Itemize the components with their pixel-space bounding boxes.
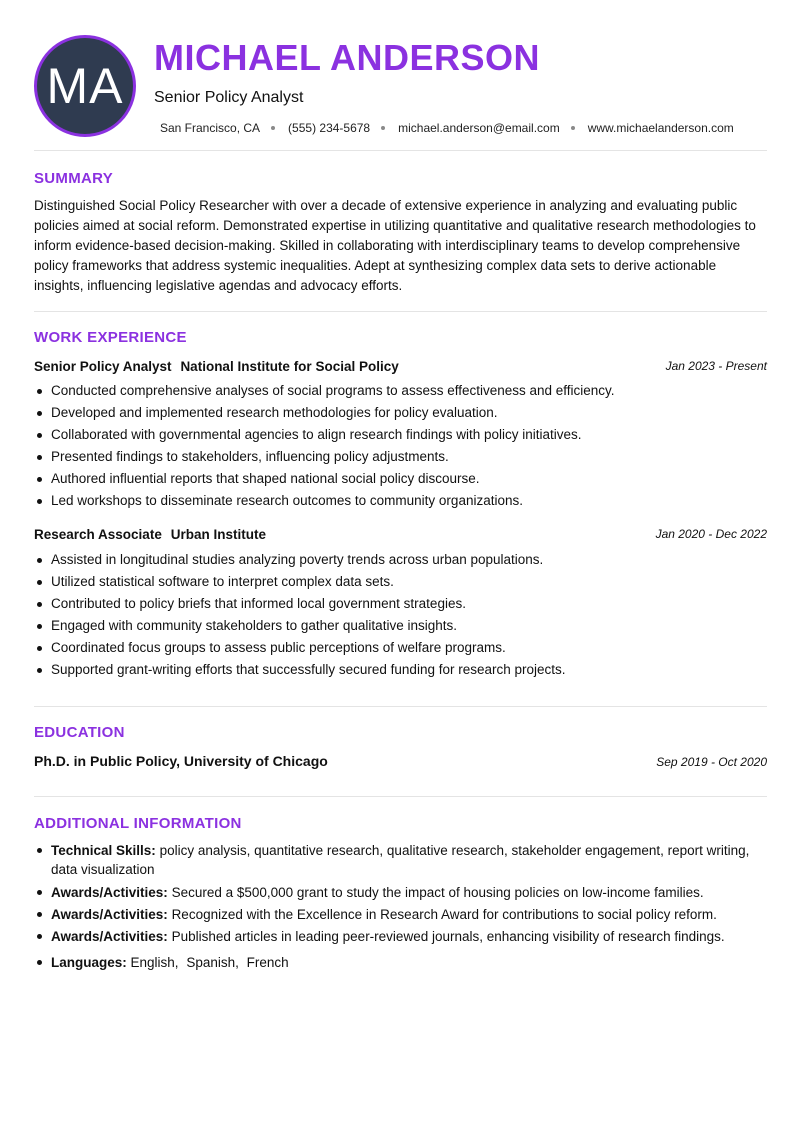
candidate-title: Senior Policy Analyst: [154, 89, 304, 106]
item-text: policy analysis, quantitative research, qualitative research, stakeholder engagement, report writing, data visualization: [51, 843, 750, 877]
list-item: Supported grant-writing efforts that successfully secured funding for research projects.: [34, 659, 767, 681]
divider: [34, 311, 767, 312]
item-label: Technical Skills:: [51, 843, 156, 858]
list-item: [34, 905, 767, 924]
item-label: Awards/Activities:: [51, 928, 168, 944]
candidate-name: MICHAEL ANDERSON: [154, 37, 541, 78]
avatar: [34, 35, 136, 137]
resume-page: [34, 0, 767, 1130]
separator-dot-icon: [271, 126, 275, 130]
summary-text: Distinguished Social Policy Researcher with over a decade of extensive experience in analyzing and evaluating public policies aimed at social reform. Demonstrated expertise in utilizing quantitative and qualitative research methodologies to inform evidence-based decision-making. Skilled in collaborating with interdisciplinary teams to develop comprehensive policy frameworks that address systemic inequalities. Adept at synthesizing complex data sets to derive actionable insights, influencing legislative agendas and advocacy efforts.: [34, 198, 756, 293]
languages-label: Languages:: [51, 954, 127, 970]
separator-dot-icon: [571, 126, 575, 130]
list-item: Authored influential reports that shaped national social policy discourse.: [34, 468, 767, 490]
job-header: [34, 358, 767, 376]
list-item: Conducted comprehensive analyses of social programs to assess effectiveness and efficiency.: [34, 380, 767, 402]
summary-heading: SUMMARY: [34, 170, 114, 187]
item-text: Published articles in leading peer-reviewed journals, enhancing visibility of research findings.: [171, 928, 725, 944]
job-role: Research Associate: [34, 527, 162, 542]
list-item: Presented findings to stakeholders, influencing policy adjustments.: [34, 446, 767, 468]
item-text: Recognized with the Excellence in Research Award for contributions to social policy reform.: [171, 906, 717, 922]
divider: [34, 706, 767, 707]
job-role: Senior Policy Analyst: [34, 359, 172, 374]
divider: [34, 150, 767, 151]
item-label: Awards/Activities:: [51, 884, 168, 900]
list-item: Utilized statistical software to interpret complex data sets.: [34, 571, 767, 593]
job-bullets: [34, 549, 767, 681]
contact-website[interactable]: www.michaelanderson.com: [587, 121, 734, 135]
education-entry: [34, 753, 767, 773]
education-heading: EDUCATION: [34, 724, 125, 741]
contact-email[interactable]: michael.anderson@email.com: [398, 121, 560, 135]
experience-heading: WORK EXPERIENCE: [34, 329, 187, 346]
divider: [34, 796, 767, 797]
item-text: Secured a $500,000 grant to study the impact of housing policies on low-income families.: [171, 884, 704, 900]
language-item: French: [246, 954, 289, 970]
job-dates: Jan 2023 - Present: [665, 359, 767, 373]
list-item: Contributed to policy briefs that informed local government strategies.: [34, 593, 767, 615]
additional-list: [34, 841, 767, 975]
language-item: Spanish,: [186, 954, 239, 970]
contact-location: San Francisco, CA: [160, 121, 261, 135]
job-dates: Jan 2020 - Dec 2022: [655, 527, 767, 541]
education-degree: Ph.D. in Public Policy, University of Chicago: [34, 753, 328, 769]
list-item: [34, 953, 767, 972]
education-dates: Sep 2019 - Oct 2020: [656, 755, 767, 769]
list-item: [34, 883, 767, 902]
list-item: Led workshops to disseminate research outcomes to community organizations.: [34, 490, 767, 512]
item-label: Awards/Activities:: [51, 906, 168, 922]
job-company: Urban Institute: [170, 527, 266, 542]
job-bullets: [34, 380, 767, 512]
job-company: National Institute for Social Policy: [180, 359, 399, 374]
contact-phone: (555) 234-5678: [288, 121, 371, 135]
list-item: [34, 927, 767, 946]
language-item: English,: [130, 954, 179, 970]
contact-line: [160, 121, 734, 135]
list-item: [34, 841, 767, 879]
job-header: [34, 526, 767, 544]
separator-dot-icon: [381, 126, 385, 130]
list-item: Assisted in longitudinal studies analyzing poverty trends across urban populations.: [34, 549, 767, 571]
list-item: Coordinated focus groups to assess public perceptions of welfare programs.: [34, 637, 767, 659]
list-item: Collaborated with governmental agencies to align research findings with policy initiatives.: [34, 424, 767, 446]
list-item: Engaged with community stakeholders to gather qualitative insights.: [34, 615, 767, 637]
list-item: Developed and implemented research methodologies for policy evaluation.: [34, 402, 767, 424]
avatar-initials: MA: [46, 58, 124, 114]
additional-heading: ADDITIONAL INFORMATION: [34, 815, 242, 832]
